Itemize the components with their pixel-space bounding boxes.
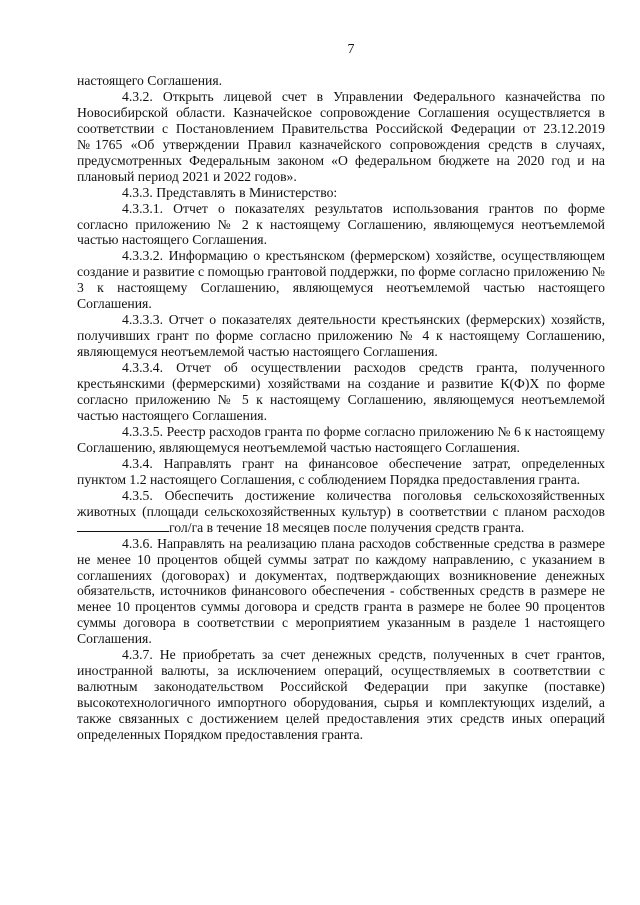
paragraph-4-3-3-1: 4.3.3.1. Отчет о показателях результатов использования грантов по форме согласно приложению № 2 к настоящему Соглашению, являющемуся неотъемлемой частью настоящего Соглашения. <box>77 200 605 248</box>
paragraph-4-3-7: 4.3.7. Не приобретать за счет денежных средств, полученных в счет грантов, иностранной валюты, за исключением операций, осуществляемых в соответствии с валютным законодательством Российской Федерации при закупке (поставке) высокотехнологичного импортного оборудования, сырья и комплектующих изделий, а также связанных с достижением целей предоставления этих средств иных операций определенных Порядком предоставления гранта. <box>77 647 605 743</box>
paragraph-4-3-3-5: 4.3.3.5. Реестр расходов гранта по форме согласно приложению № 6 к настоящему Соглашению, являющемуся неотъемлемой частью настоящего Соглашения. <box>77 423 605 455</box>
paragraph-4-3-5 <box>77 488 605 536</box>
paragraph-4-3-2: 4.3.2. Открыть лицевой счет в Управлении Федерального казначейства по Новосибирской области. Казначейское сопровождение Соглашения осуществляется в соответствии с Постановлением Правительства Российской Федерации от 23.12.2019 №1765 «Об утверждении Правил казначейского сопровождения средств в случаях, предусмотренных Федеральным законом «О федеральном бюджете на 2020 год и на плановый период 2021 и 2022 годов». <box>77 88 605 184</box>
fill-in-blank <box>77 520 169 532</box>
paragraph-4-3-3-4: 4.3.3.4. Отчет об осуществлении расходов средств гранта, полученного крестьянскими (фермерскими) хозяйствами на создание и развитие К(Ф)Х по форме согласно приложению № 5 к настоящему Соглашению, являющемуся неотъемлемой частью настоящего Соглашения. <box>77 360 605 423</box>
paragraph-4-3-5-start: 4.3.5. Обеспечить достижение количества поголовья сельскохозяйственных животных (площади сельскохозяйственных культур) в соответствии с планом расходов <box>77 487 605 519</box>
paragraph-4-3-3: 4.3.3. Представлять в Министерство: <box>122 184 338 200</box>
paragraph-continuation: настоящего Соглашения. <box>77 72 223 88</box>
paragraph-4-3-6: 4.3.6. Направлять на реализацию плана расходов собственные средства в размере не менее 10 процентов общей суммы затрат по каждому направлению, с указанием в соглашениях (договорах) и документах, подтверждающих возникновение денежных обязательств, источников финансового обеспечения - собственных средств в размере не менее 10 процентов суммы договора и средств гранта в размере не более 90 процентов суммы договора в соответствии с мероприятием указанным в разделе 1 настоящего Соглашения. <box>77 535 605 647</box>
paragraph-4-3-3-3: 4.3.3.3. Отчет о показателях деятельности крестьянских (фермерских) хозяйств, получивших грант по форме согласно приложению № 4 к настоящему Соглашению, являющемуся неотъемлемой частью настоящего Соглашения. <box>77 312 605 360</box>
paragraph-4-3-3-2: 4.3.3.2. Информацию о крестьянском (фермерском) хозяйстве, осуществляющем создание и развитие с помощью грантовой поддержки, по форме согласно приложению № 3 к настоящему Соглашению, являющемуся неотъемлемой частью настоящего Соглашения. <box>77 248 605 312</box>
paragraph-4-3-5-end: гол/га в течение 18 месяцев после получения средств гранта. <box>169 519 525 535</box>
page-number: 7 <box>347 42 355 57</box>
paragraph-4-3-4: 4.3.4. Направлять грант на финансовое обеспечение затрат, определенных пунктом 1.2 настоящего Соглашения, с соблюдением Порядка предоставления гранта. <box>77 455 605 487</box>
